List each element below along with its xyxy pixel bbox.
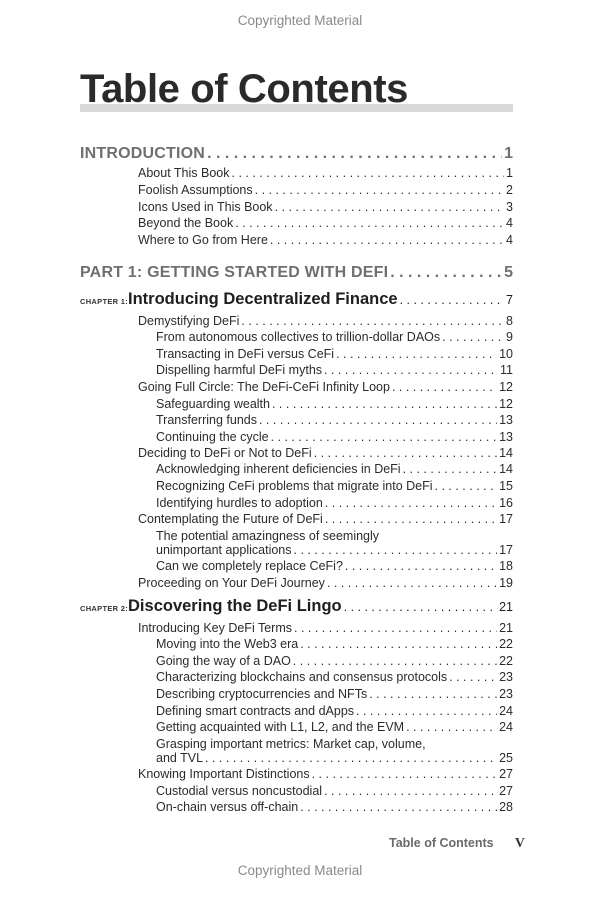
leader-dots	[255, 183, 504, 197]
leader-dots	[235, 216, 504, 230]
toc-entry[interactable]	[156, 720, 513, 734]
toc-entry-label: Continuing the cycle	[156, 430, 269, 444]
toc-entry[interactable]	[138, 767, 513, 781]
toc-entry[interactable]	[138, 380, 513, 394]
toc-entry-page: 21	[499, 621, 513, 635]
toc-entry[interactable]	[138, 446, 513, 460]
toc-entry-page: 10	[499, 347, 513, 361]
leader-dots	[259, 413, 497, 427]
toc-entry-page: 2	[506, 183, 513, 197]
watermark-top: Copyrighted Material	[237, 13, 363, 28]
toc-entry-page: 3	[506, 200, 513, 214]
toc-entry[interactable]	[156, 637, 513, 651]
leader-dots	[327, 576, 497, 590]
leader-dots	[390, 264, 502, 282]
toc-entry-page: 27	[499, 767, 513, 781]
toc-entry[interactable]	[138, 216, 513, 230]
toc-entry[interactable]	[156, 363, 513, 377]
toc-entry-label: Identifying hurdles to adoption	[156, 496, 323, 510]
chapter-title: Introducing Decentralized Finance	[128, 290, 398, 308]
toc-entry-page: 14	[499, 446, 513, 460]
toc-entry-label: Defining smart contracts and dApps	[156, 704, 355, 718]
toc-entry-label: Recognizing CeFi problems that migrate into DeFi	[156, 479, 433, 493]
toc-entry[interactable]	[156, 543, 513, 557]
leader-dots	[324, 363, 498, 377]
toc-entry-page: 22	[499, 654, 513, 668]
leader-dots	[205, 751, 497, 765]
toc-entry-label: Safeguarding wealth	[156, 397, 270, 411]
toc-entry-page: 18	[499, 559, 513, 573]
leader-dots	[435, 479, 498, 493]
leader-dots	[442, 330, 504, 344]
toc-entry-label: Going Full Circle: The DeFi-CeFi Infinity Loop	[138, 380, 390, 394]
toc-entry[interactable]	[156, 347, 513, 361]
toc-entry-page: 27	[499, 784, 513, 798]
toc-entry[interactable]	[138, 233, 513, 247]
toc-entry[interactable]	[156, 479, 513, 493]
toc-entry-page: 5	[504, 264, 513, 281]
toc-entry-page: 4	[506, 233, 513, 247]
toc-entry-label: Beyond the Book	[138, 216, 234, 230]
toc-entry-page: 17	[499, 512, 513, 526]
toc-entry[interactable]	[138, 166, 513, 180]
leader-dots	[324, 784, 497, 798]
leader-dots	[336, 347, 497, 361]
page-title-block	[80, 66, 513, 116]
toc-entry-label: On-chain versus off-chain	[156, 800, 299, 814]
toc-entry-page: 19	[499, 576, 513, 590]
toc-entry-label: Foolish Assumptions	[138, 183, 253, 197]
toc-entry[interactable]	[156, 462, 513, 476]
toc-entry-label-line1: Grasping important metrics: Market cap, volume,	[156, 737, 426, 751]
leader-dots	[300, 800, 497, 814]
toc-entry[interactable]	[138, 200, 513, 214]
page-folio: V	[515, 835, 525, 850]
toc-entry-page: 8	[506, 314, 513, 328]
toc-entry-page: 25	[499, 751, 513, 765]
toc-entry-page: 12	[499, 397, 513, 411]
toc-entry-page: 24	[499, 704, 513, 718]
toc-entry-page: 1	[504, 145, 513, 162]
leader-dots	[207, 145, 502, 163]
toc-entry-label: Acknowledging inherent deficiencies in DeFi	[156, 462, 401, 476]
leader-dots	[403, 462, 498, 476]
toc-entry-label: Describing cryptocurrencies and NFTs	[156, 687, 368, 701]
toc-entry-page: 11	[500, 363, 513, 377]
toc-entry-page: 13	[499, 413, 513, 427]
toc-entry-label-line1: The potential amazingness of seemingly	[156, 529, 380, 543]
leader-dots	[294, 543, 498, 557]
toc-entry-page: 23	[499, 670, 513, 684]
toc-entry[interactable]	[138, 576, 513, 590]
toc-entry[interactable]	[156, 559, 513, 573]
toc-entry[interactable]	[156, 784, 513, 798]
leader-dots	[325, 512, 497, 526]
toc-entry-label: Characterizing blockchains and consensus protocols	[156, 670, 448, 684]
toc-entry-label: Can we completely replace CeFi?	[156, 559, 343, 573]
leader-dots	[344, 600, 497, 614]
leader-dots	[300, 637, 497, 651]
chapter-number: CHAPTER 2:	[80, 604, 129, 613]
toc-entry-chapter-1[interactable]	[80, 290, 513, 309]
toc-entry-page: 15	[499, 479, 513, 493]
toc-entry[interactable]	[156, 430, 513, 444]
toc-entry-label: Getting acquainted with L1, L2, and the EVM	[156, 720, 405, 734]
toc-entry-page: 24	[499, 720, 513, 734]
toc-entry-label: Custodial versus noncustodial	[156, 784, 323, 798]
chapter-title: Discovering the DeFi Lingo	[128, 597, 342, 615]
toc-entry-label: PART 1: GETTING STARTED WITH DEFI	[80, 264, 389, 281]
toc-entry-page: 22	[499, 637, 513, 651]
leader-dots	[406, 720, 497, 734]
toc-entry-page: 14	[499, 462, 513, 476]
toc-entry[interactable]	[138, 183, 513, 197]
leader-dots	[345, 559, 497, 573]
toc-entry-label: Proceeding on Your DeFi Journey	[138, 576, 325, 590]
toc-entry-page: 12	[499, 380, 513, 394]
leader-dots	[275, 200, 504, 214]
toc-entry-label: Introducing Key DeFi Terms	[138, 621, 292, 635]
leader-dots	[369, 687, 497, 701]
toc-entry[interactable]	[138, 512, 513, 526]
leader-dots	[294, 621, 497, 635]
toc-entry-part-1[interactable]	[80, 264, 513, 282]
leader-dots	[356, 704, 497, 718]
toc-entry[interactable]	[156, 330, 513, 344]
chapter-number: CHAPTER 1:	[80, 297, 129, 306]
leader-dots	[312, 767, 497, 781]
leader-dots	[293, 654, 497, 668]
toc-entry-label: Transacting in DeFi versus CeFi	[156, 347, 335, 361]
toc-entry-label: From autonomous collectives to trillion-dollar DAOs	[156, 330, 441, 344]
toc-entry-label: Knowing Important Distinctions	[138, 767, 310, 781]
toc-entry[interactable]	[156, 496, 513, 510]
toc-entry-label: Transferring funds	[156, 413, 257, 427]
leader-dots	[314, 446, 497, 460]
toc-entry[interactable]	[156, 800, 513, 814]
toc-entry-label: About This Book	[138, 166, 230, 180]
toc-entry[interactable]	[156, 704, 513, 718]
leader-dots	[272, 397, 497, 411]
toc-entry-chapter-2[interactable]	[80, 597, 513, 616]
toc-entry[interactable]	[138, 314, 513, 328]
toc-entry[interactable]	[156, 687, 513, 701]
leader-dots	[241, 314, 504, 328]
toc-entry-label: and TVL	[156, 751, 204, 765]
toc-entry-label: Where to Go from Here	[138, 233, 268, 247]
toc-entry-page: 4	[506, 216, 513, 230]
toc-entry[interactable]	[156, 751, 513, 765]
toc-entry[interactable]	[156, 670, 513, 684]
toc-entry-page: 13	[499, 430, 513, 444]
toc-entry-page: 28	[499, 800, 513, 814]
running-head: Table of Contents	[389, 836, 494, 850]
page-title: Table of Contents	[80, 67, 409, 111]
toc-entry-page: 7	[506, 293, 513, 307]
leader-dots	[270, 233, 504, 247]
leader-dots	[232, 166, 505, 180]
toc-entry-page: 16	[499, 496, 513, 510]
toc-entry-label: unimportant applications	[156, 543, 292, 557]
toc-entry-label: Dispelling harmful DeFi myths	[156, 363, 323, 377]
leader-dots	[449, 670, 497, 684]
toc-entry-label: INTRODUCTION	[80, 145, 206, 162]
toc-entry-label: Moving into the Web3 era	[156, 637, 299, 651]
toc-entry-page: 1	[506, 166, 513, 180]
leader-dots	[325, 496, 497, 510]
toc-entry[interactable]	[156, 413, 513, 427]
toc-entry-introduction[interactable]	[80, 145, 513, 163]
leader-dots	[400, 293, 504, 307]
toc-entry-page: 23	[499, 687, 513, 701]
leader-dots	[392, 380, 497, 394]
toc-entry[interactable]	[156, 397, 513, 411]
watermark-bottom: Copyrighted Material	[237, 863, 363, 878]
toc-entry-label: Deciding to DeFi or Not to DeFi	[138, 446, 312, 460]
leader-dots	[271, 430, 498, 444]
toc-entry[interactable]	[138, 621, 513, 635]
toc-entry-label: Demystifying DeFi	[138, 314, 240, 328]
toc-entry-label: Contemplating the Future of DeFi	[138, 512, 323, 526]
toc-entry-page: 17	[499, 543, 513, 557]
toc-entry-page: 9	[506, 330, 513, 344]
toc-entry-label: Going the way of a DAO	[156, 654, 291, 668]
toc-entry-label: Icons Used in This Book	[138, 200, 273, 214]
toc-entry[interactable]	[156, 654, 513, 668]
toc-entry-page: 21	[499, 600, 513, 614]
